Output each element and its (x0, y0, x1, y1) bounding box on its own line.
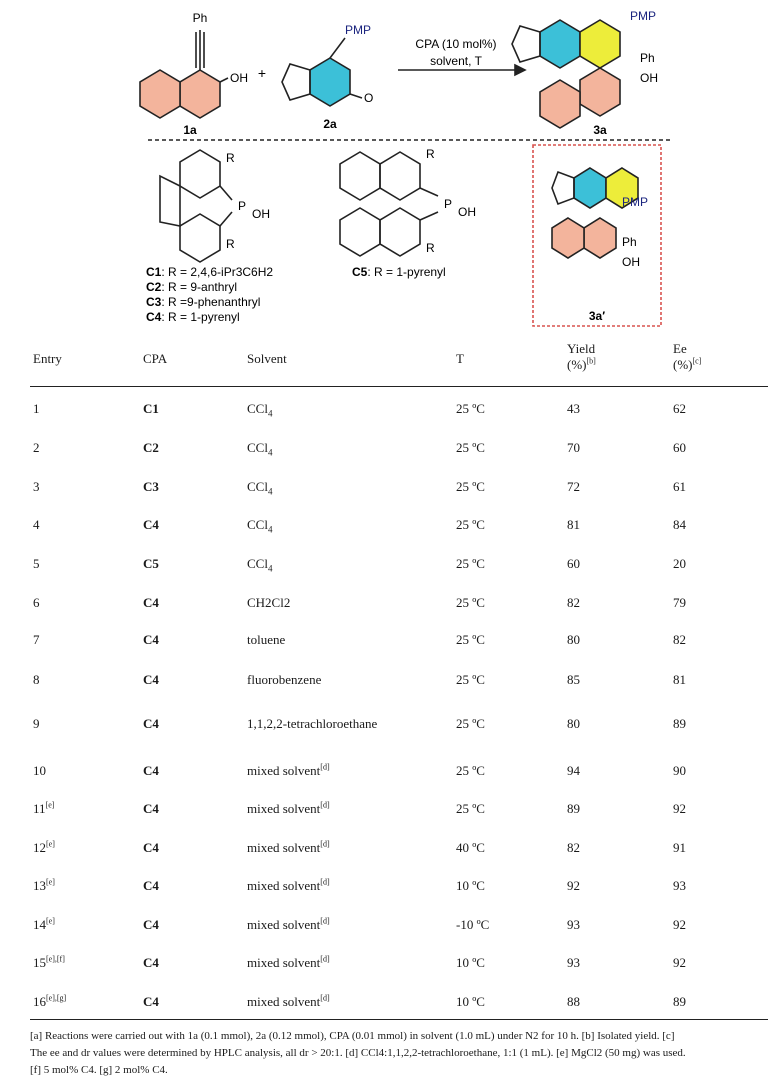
entry-number: 3 (33, 479, 40, 494)
cpa-cell: C4 (143, 595, 159, 610)
temp-cell: 25 ºC (456, 801, 485, 816)
table-row (0, 479, 784, 499)
ee-cell: 92 (673, 917, 686, 932)
ph-label-1a: Ph (192, 11, 208, 25)
header-cpa: CPA (143, 351, 168, 366)
entry-number: 4 (33, 517, 40, 532)
cpa-cell: C4 (143, 878, 159, 893)
solvent-cell (247, 556, 272, 572)
temp-cell: 25 ºC (456, 716, 485, 731)
table-row (0, 517, 784, 537)
catalyst-spiro-structure (160, 150, 232, 262)
entry-number: 12 (33, 840, 46, 855)
solvent-cell (247, 801, 330, 817)
pmp-label-2a: PMP (345, 23, 372, 37)
bottom-rule (30, 1019, 768, 1020)
cpa-cell: C4 (143, 632, 159, 647)
solvent-name: CCl (247, 479, 268, 494)
compound-1a-label: 1a (183, 123, 197, 137)
entry-cell (33, 595, 40, 611)
solvent-name: CH2Cl2 (247, 595, 291, 610)
ee-cell: 62 (673, 401, 686, 416)
cpa-cell: C4 (143, 955, 159, 970)
header-ee-note: [c] (692, 356, 702, 366)
r-label-bottom-binol: R (426, 241, 435, 255)
pmp-label-3a: PMP (630, 9, 657, 23)
conditions-line2: solvent, T (430, 54, 482, 68)
solvent-subscript: 4 (267, 447, 273, 458)
r-label-top-binol: R (426, 147, 435, 161)
cpa-cell: C4 (143, 763, 159, 778)
ee-cell: 20 (673, 556, 686, 571)
oh-label-1a: OH (230, 71, 248, 85)
table-row (0, 763, 784, 783)
entry-note: [e] (46, 839, 55, 849)
cpa-cell: C1 (143, 401, 159, 416)
yield-cell: 81 (567, 517, 580, 532)
temp-cell: 25 ºC (456, 632, 485, 647)
solvent-note: [d] (320, 916, 330, 926)
ee-cell: 84 (673, 517, 686, 532)
compound-3a-structure (512, 20, 620, 128)
solvent-cell (247, 632, 285, 648)
solvent-subscript: 4 (267, 408, 273, 419)
table-row (0, 955, 784, 975)
footnote-line-1: [a] Reactions were carried out with 1a (0.1 mmol), 2a (0.12 mmol), CPA (0.01 mmol) in solvent (1.0 mL) under N2 for 10 h. [b] Isolated yield. [c] (30, 1030, 675, 1042)
entry-cell (33, 440, 40, 456)
yield-cell: 60 (567, 556, 580, 571)
header-entry: Entry (33, 351, 62, 366)
cpa-cell: C4 (143, 672, 159, 687)
solvent-name: fluorobenzene (247, 672, 322, 687)
entry-number: 15 (33, 955, 46, 970)
solvent-name: CCl (247, 401, 268, 416)
ee-cell: 92 (673, 801, 686, 816)
header-ee (673, 341, 701, 373)
entry-note: [e] (46, 877, 55, 887)
entry-cell (33, 917, 55, 933)
entry-number: 8 (33, 672, 40, 687)
entry-cell (33, 763, 46, 779)
ph-label-3a-prime: Ph (622, 235, 637, 249)
solvent-cell (247, 672, 321, 688)
solvent-cell (247, 440, 272, 456)
ee-cell: 60 (673, 440, 686, 455)
table-row (0, 595, 784, 615)
solvent-cell (247, 716, 377, 732)
yield-cell: 43 (567, 401, 580, 416)
table-row (0, 556, 784, 576)
table-row (0, 632, 784, 652)
yield-cell: 72 (567, 479, 580, 494)
catalyst-def-c3: C3: R =9-phenanthryl (146, 295, 261, 309)
solvent-note: [d] (320, 762, 330, 772)
entry-cell (33, 556, 40, 572)
header-temp: T (456, 351, 464, 366)
temp-cell: 25 ºC (456, 517, 485, 532)
header-yield-note: [b] (586, 356, 596, 366)
solvent-note: [d] (320, 993, 330, 1003)
ee-cell: 93 (673, 878, 686, 893)
entry-cell (33, 994, 66, 1010)
ee-cell: 89 (673, 716, 686, 731)
yield-cell: 70 (567, 440, 580, 455)
solvent-cell (247, 595, 290, 611)
solvent-name: mixed solvent (247, 801, 321, 816)
entry-note: [e] (46, 916, 55, 926)
entry-number: 11 (33, 801, 46, 816)
entry-cell (33, 672, 40, 688)
entry-cell (33, 632, 40, 648)
compound-3a-prime-label: 3a′ (588, 309, 606, 323)
solvent-name: toluene (247, 632, 286, 647)
table-row (0, 840, 784, 860)
solvent-name: mixed solvent (247, 763, 321, 778)
temp-cell: 10 ºC (456, 994, 485, 1009)
solvent-name: mixed solvent (247, 955, 321, 970)
cpa-cell: C4 (143, 840, 159, 855)
entry-cell (33, 840, 55, 856)
table-row (0, 401, 784, 421)
cpa-cell: C5 (143, 556, 159, 571)
ee-cell: 79 (673, 595, 686, 610)
catalyst-def-c5: C5: R = 1-pyrenyl (352, 265, 446, 279)
entry-number: 5 (33, 556, 40, 571)
ee-cell: 61 (673, 479, 686, 494)
solvent-note: [d] (320, 800, 330, 810)
table-row (0, 672, 784, 692)
entry-cell (33, 801, 54, 817)
solvent-cell (247, 479, 272, 495)
ee-cell: 81 (673, 672, 686, 687)
solvent-name: CCl (247, 440, 268, 455)
temp-cell: 25 ºC (456, 763, 485, 778)
solvent-subscript: 4 (267, 486, 273, 497)
temp-cell: -10 ºC (456, 917, 490, 932)
temp-cell: 10 ºC (456, 878, 485, 893)
entry-cell (33, 517, 40, 533)
table-row (0, 440, 784, 460)
yield-cell: 80 (567, 632, 580, 647)
cpa-cell: C2 (143, 440, 159, 455)
entry-cell (33, 479, 40, 495)
oh-label-binol: OH (458, 205, 476, 219)
ph-label-3a: Ph (640, 51, 655, 65)
r-label-bottom-spiro: R (226, 237, 235, 251)
entry-number: 9 (33, 716, 40, 731)
entry-cell (33, 955, 65, 971)
solvent-subscript: 4 (267, 524, 273, 535)
temp-cell: 25 ºC (456, 440, 485, 455)
solvent-cell (247, 878, 330, 894)
yield-cell: 82 (567, 840, 580, 855)
ee-cell: 82 (673, 632, 686, 647)
compound-2a-structure (282, 38, 362, 106)
solvent-note: [d] (320, 954, 330, 964)
compound-2a-label: 2a (323, 117, 337, 131)
entry-number: 13 (33, 878, 46, 893)
oxo-label-2a: O (364, 91, 374, 105)
reaction-scheme (0, 0, 784, 335)
footnote-line-3: [f] 5 mol% C4. [g] 2 mol% C4. (30, 1064, 168, 1076)
entry-number: 2 (33, 440, 40, 455)
table-row (0, 917, 784, 937)
plus-sign: + (257, 65, 267, 81)
catalyst-def-c4: C4: R = 1-pyrenyl (146, 310, 240, 324)
solvent-name: CCl (247, 556, 268, 571)
yield-cell: 92 (567, 878, 580, 893)
cpa-cell: C4 (143, 517, 159, 532)
table-row (0, 716, 784, 736)
header-yield-unit: (%) (567, 357, 587, 372)
cpa-cell: C4 (143, 801, 159, 816)
header-solvent: Solvent (247, 351, 287, 366)
yield-cell: 93 (567, 917, 580, 932)
solvent-name: mixed solvent (247, 994, 321, 1009)
oh-label-3a: OH (640, 71, 658, 85)
entry-note: [e] (45, 800, 55, 810)
solvent-cell (247, 763, 330, 779)
solvent-cell (247, 955, 330, 971)
catalyst-binol-structure (340, 152, 438, 256)
temp-cell: 25 ºC (456, 672, 485, 687)
entry-number: 1 (33, 401, 40, 416)
entry-cell (33, 401, 40, 417)
yield-cell: 94 (567, 763, 580, 778)
solvent-cell (247, 917, 330, 933)
catalyst-def-c1: C1: R = 2,4,6-iPr3C6H2 (146, 265, 274, 279)
p-label-binol: P (444, 197, 453, 211)
table-row (0, 801, 784, 821)
yield-cell: 82 (567, 595, 580, 610)
table-row (0, 878, 784, 898)
solvent-subscript: 4 (267, 563, 273, 574)
header-ee-unit: (%) (673, 357, 693, 372)
temp-cell: 40 ºC (456, 840, 485, 855)
yield-cell: 80 (567, 716, 580, 731)
ee-cell: 90 (673, 763, 686, 778)
solvent-cell (247, 994, 330, 1010)
ee-cell: 89 (673, 994, 686, 1009)
cpa-cell: C4 (143, 716, 159, 731)
entry-number: 6 (33, 595, 40, 610)
cpa-cell: C4 (143, 917, 159, 932)
ee-cell: 92 (673, 955, 686, 970)
ee-cell: 91 (673, 840, 686, 855)
entry-cell (33, 716, 40, 732)
footnote-line-2: The ee and dr values were determined by HPLC analysis, all dr > 20:1. [d] CCl4:1,1,2,2-tetrachloroethane, 1:1 (1 mL). [e] MgCl2 (50 mg) was used. (30, 1047, 686, 1059)
table-row (0, 994, 784, 1014)
solvent-name: CCl (247, 517, 268, 532)
oh-label-spiro: OH (252, 207, 270, 221)
temp-cell: 25 ºC (456, 479, 485, 494)
footnotes (30, 1028, 775, 1079)
yield-cell: 85 (567, 672, 580, 687)
compound-1a-structure (140, 30, 228, 118)
solvent-cell (247, 517, 272, 533)
entry-cell (33, 878, 55, 894)
entry-number: 16 (33, 994, 46, 1009)
compound-3a-label: 3a (593, 123, 607, 137)
solvent-name: mixed solvent (247, 917, 321, 932)
solvent-name: mixed solvent (247, 878, 321, 893)
header-yield-text: Yield (567, 341, 596, 356)
r-label-top-spiro: R (226, 151, 235, 165)
temp-cell: 10 ºC (456, 955, 485, 970)
entry-number: 7 (33, 632, 40, 647)
solvent-cell (247, 840, 330, 856)
solvent-cell (247, 401, 272, 417)
solvent-note: [d] (320, 877, 330, 887)
oh-label-3a-prime: OH (622, 255, 640, 269)
entry-note: [e],[f] (46, 954, 65, 964)
pmp-label-3a-prime: PMP (622, 195, 649, 209)
entry-number: 10 (33, 763, 46, 778)
temp-cell: 25 ºC (456, 595, 485, 610)
solvent-name: mixed solvent (247, 840, 321, 855)
yield-cell: 93 (567, 955, 580, 970)
solvent-name: 1,1,2,2-tetrachloroethane (247, 716, 378, 731)
entry-note: [e],[g] (46, 993, 67, 1003)
cpa-cell: C4 (143, 994, 159, 1009)
temp-cell: 25 ºC (456, 556, 485, 571)
header-ee-text: Ee (673, 341, 687, 356)
p-label-spiro: P (238, 199, 247, 213)
yield-cell: 89 (567, 801, 580, 816)
temp-cell: 25 ºC (456, 401, 485, 416)
entry-number: 14 (33, 917, 46, 932)
header-yield (567, 341, 596, 373)
yield-cell: 88 (567, 994, 580, 1009)
solvent-note: [d] (320, 839, 330, 849)
header-rule (30, 386, 768, 387)
conditions-line1: CPA (10 mol%) (415, 37, 497, 51)
cpa-cell: C3 (143, 479, 159, 494)
catalyst-def-c2: C2: R = 9-anthryl (146, 280, 238, 294)
